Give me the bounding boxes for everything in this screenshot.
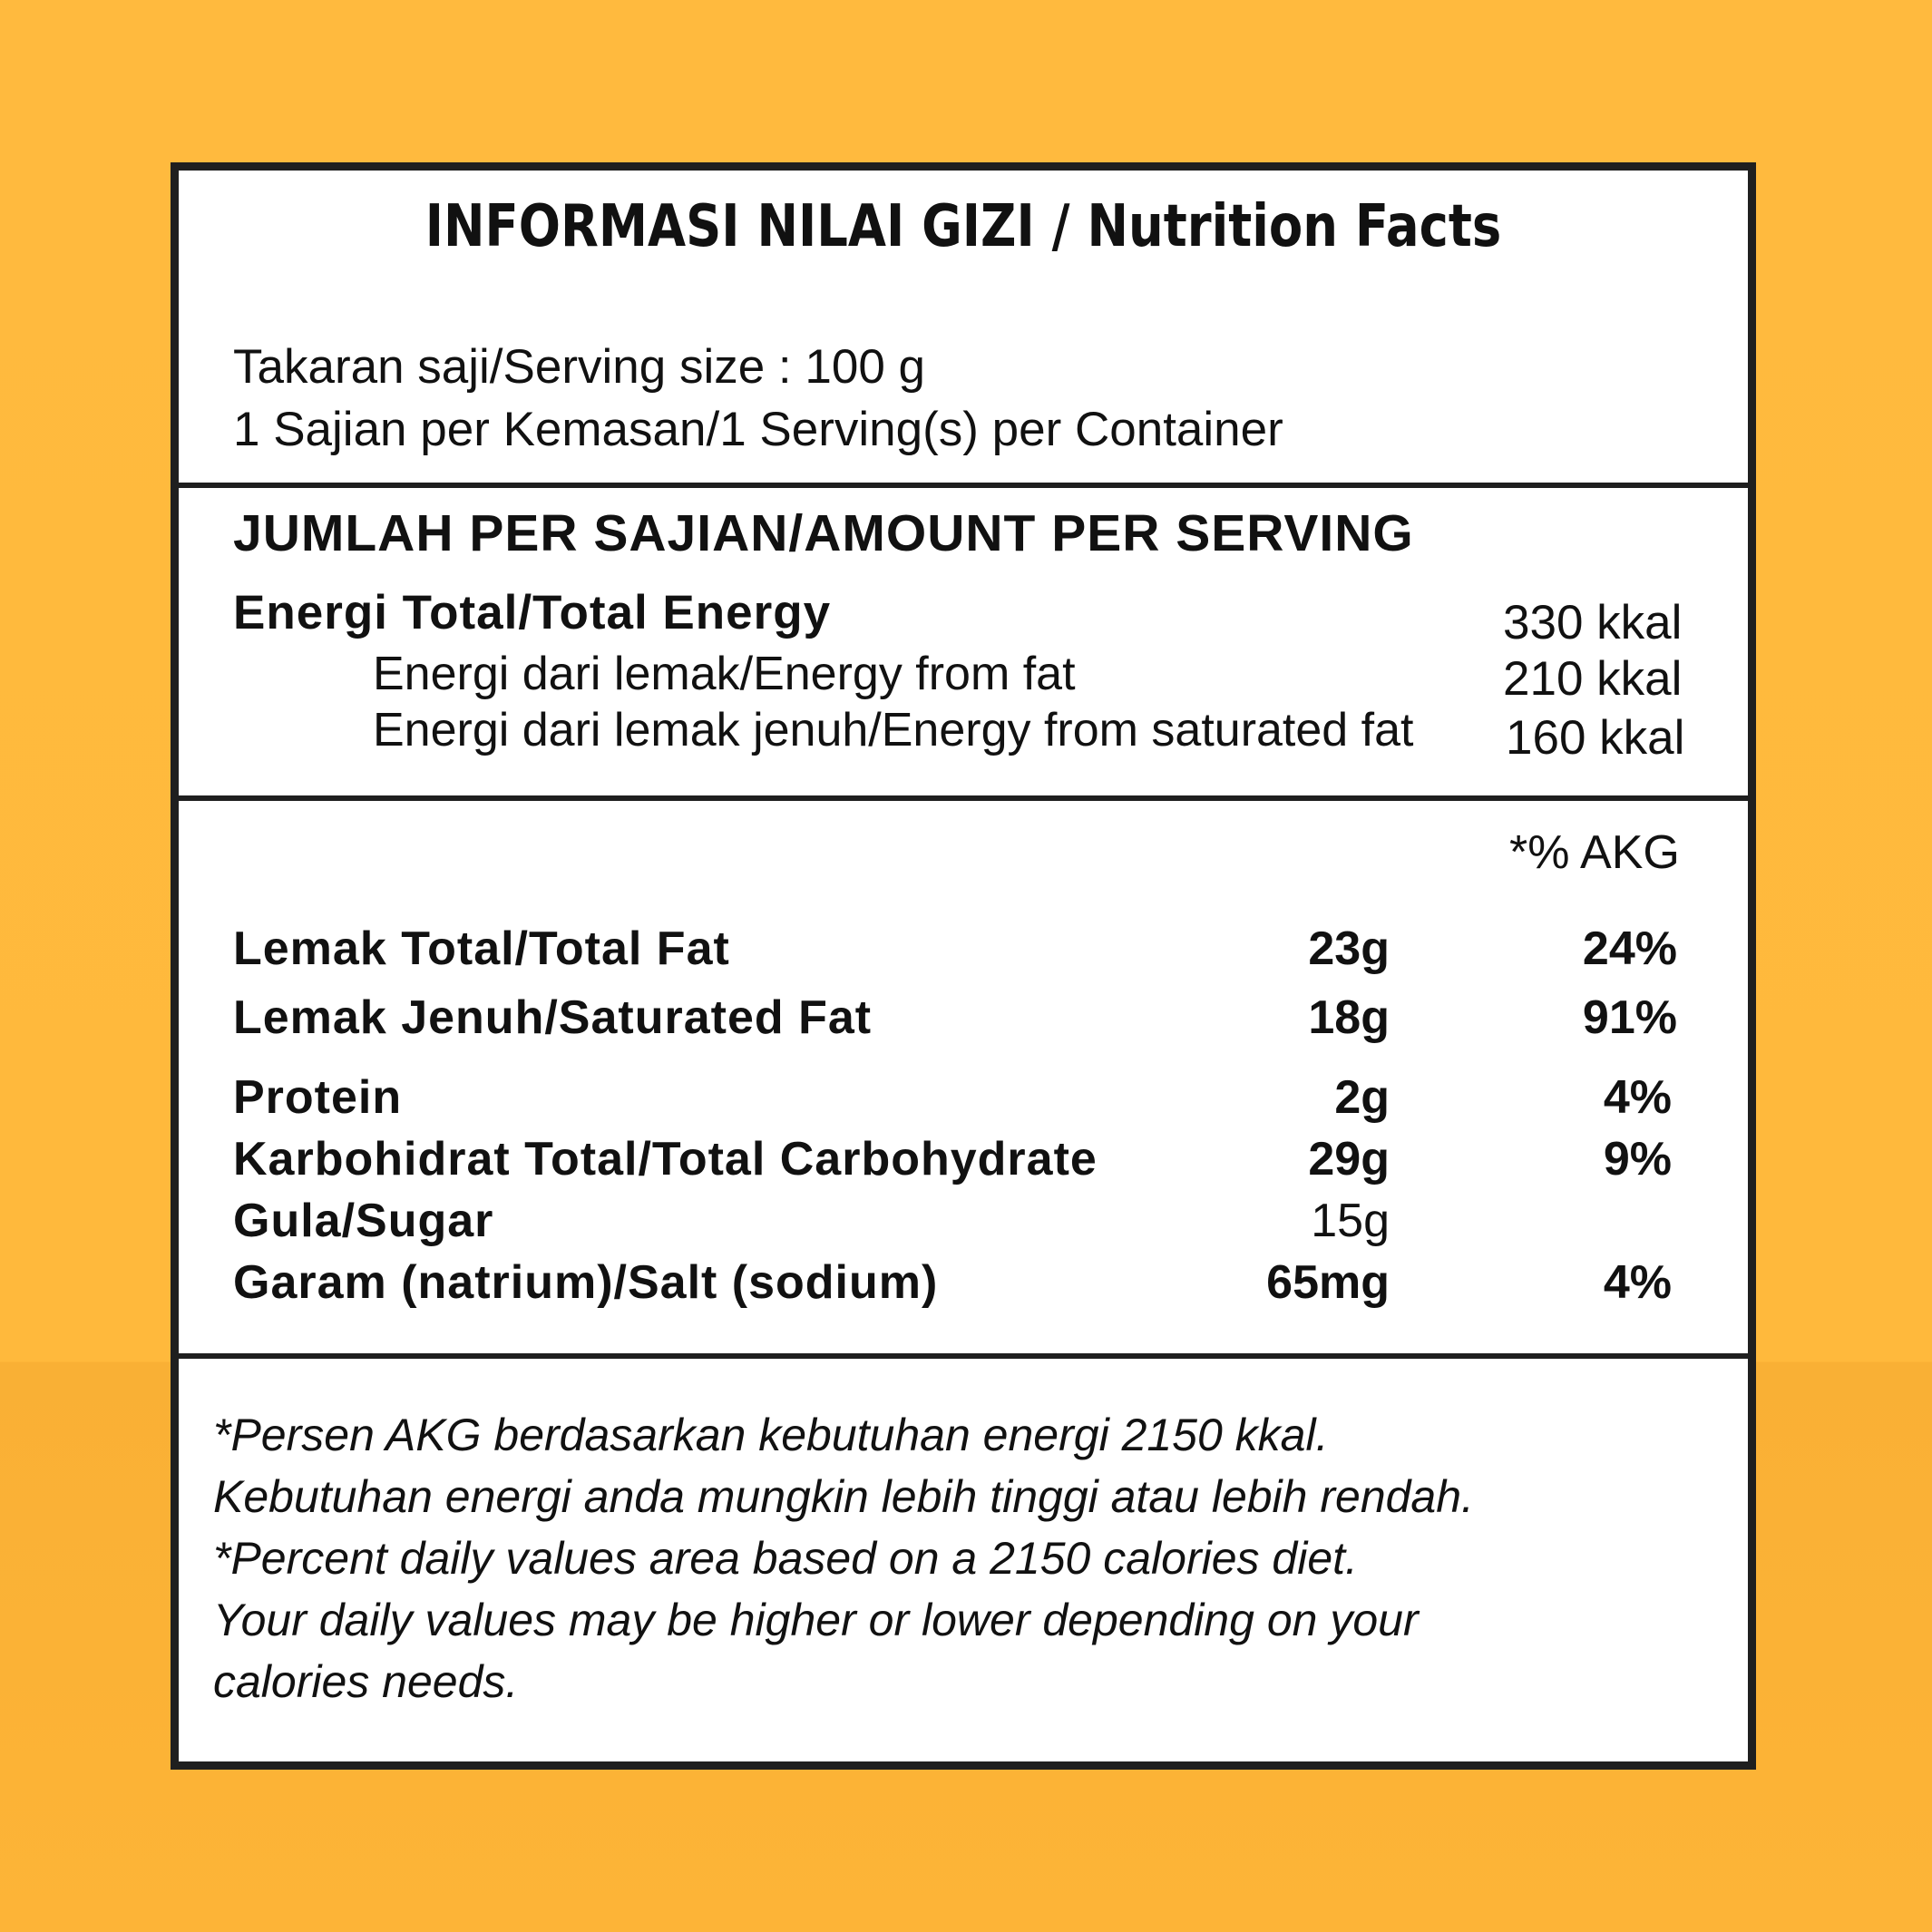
footnote xyxy=(213,1404,1737,1712)
nutrient-label: Garam (natrium)/Salt (sodium) xyxy=(233,1256,939,1309)
nutrient-percent: 24% xyxy=(1582,922,1677,975)
nutrient-amount: 15g xyxy=(1311,1195,1390,1247)
nutrient-percent: 9% xyxy=(1603,1133,1672,1186)
nutrient-amount: 2g xyxy=(1334,1071,1390,1124)
servings-per-container: 1 Sajian per Kemasan/1 Serving(s) per Container xyxy=(233,403,1283,456)
nutrient-percent: 4% xyxy=(1603,1256,1672,1309)
nutrient-label: Lemak Jenuh/Saturated Fat xyxy=(233,991,873,1044)
nutrition-facts-panel xyxy=(171,162,1756,1770)
footnote-line: *Percent daily values area based on a 2150 calories diet. xyxy=(213,1533,1358,1584)
akg-column-heading: *% AKG xyxy=(1509,826,1680,879)
nutrient-label: Lemak Total/Total Fat xyxy=(233,922,730,975)
nutrient-amount: 65mg xyxy=(1266,1256,1390,1309)
page-title: INFORMASI NILAI GIZI / Nutrition Facts xyxy=(424,193,1502,260)
nutrient-label: Protein xyxy=(233,1071,403,1124)
energy-from-fat-value: 210 kkal xyxy=(1503,652,1683,706)
total-energy-label: Energi Total/Total Energy xyxy=(233,586,832,639)
energy-from-fat-label: Energi dari lemak/Energy from fat xyxy=(373,648,1076,700)
total-energy-value: 330 kkal xyxy=(1503,596,1683,649)
footnote-line: Your daily values may be higher or lower depending on your xyxy=(213,1595,1419,1645)
nutrient-label: Gula/Sugar xyxy=(233,1195,494,1247)
nutrient-amount: 18g xyxy=(1308,991,1390,1044)
serving-size: Takaran saji/Serving size : 100 g xyxy=(233,340,926,394)
footnote-line: *Persen AKG berdasarkan kebutuhan energi 2150 kkal. xyxy=(213,1410,1329,1460)
amount-per-serving-heading: JUMLAH PER SAJIAN/AMOUNT PER SERVING xyxy=(233,504,1414,562)
nutrient-amount: 29g xyxy=(1308,1133,1390,1186)
footnote-line: calories needs. xyxy=(213,1656,519,1707)
footnote-line: Kebutuhan energi anda mungkin lebih tinggi atau lebih rendah. xyxy=(213,1471,1474,1522)
divider xyxy=(179,483,1748,488)
nutrient-percent: 4% xyxy=(1603,1071,1672,1124)
nutrient-amount: 23g xyxy=(1308,922,1390,975)
divider xyxy=(179,1353,1748,1359)
nutrient-percent: 91% xyxy=(1582,991,1677,1044)
divider xyxy=(179,795,1748,801)
nutrient-label: Karbohidrat Total/Total Carbohydrate xyxy=(233,1133,1098,1186)
energy-from-sat-fat-value: 160 kkal xyxy=(1506,711,1685,765)
energy-from-sat-fat-label: Energi dari lemak jenuh/Energy from saturated fat xyxy=(373,704,1414,756)
